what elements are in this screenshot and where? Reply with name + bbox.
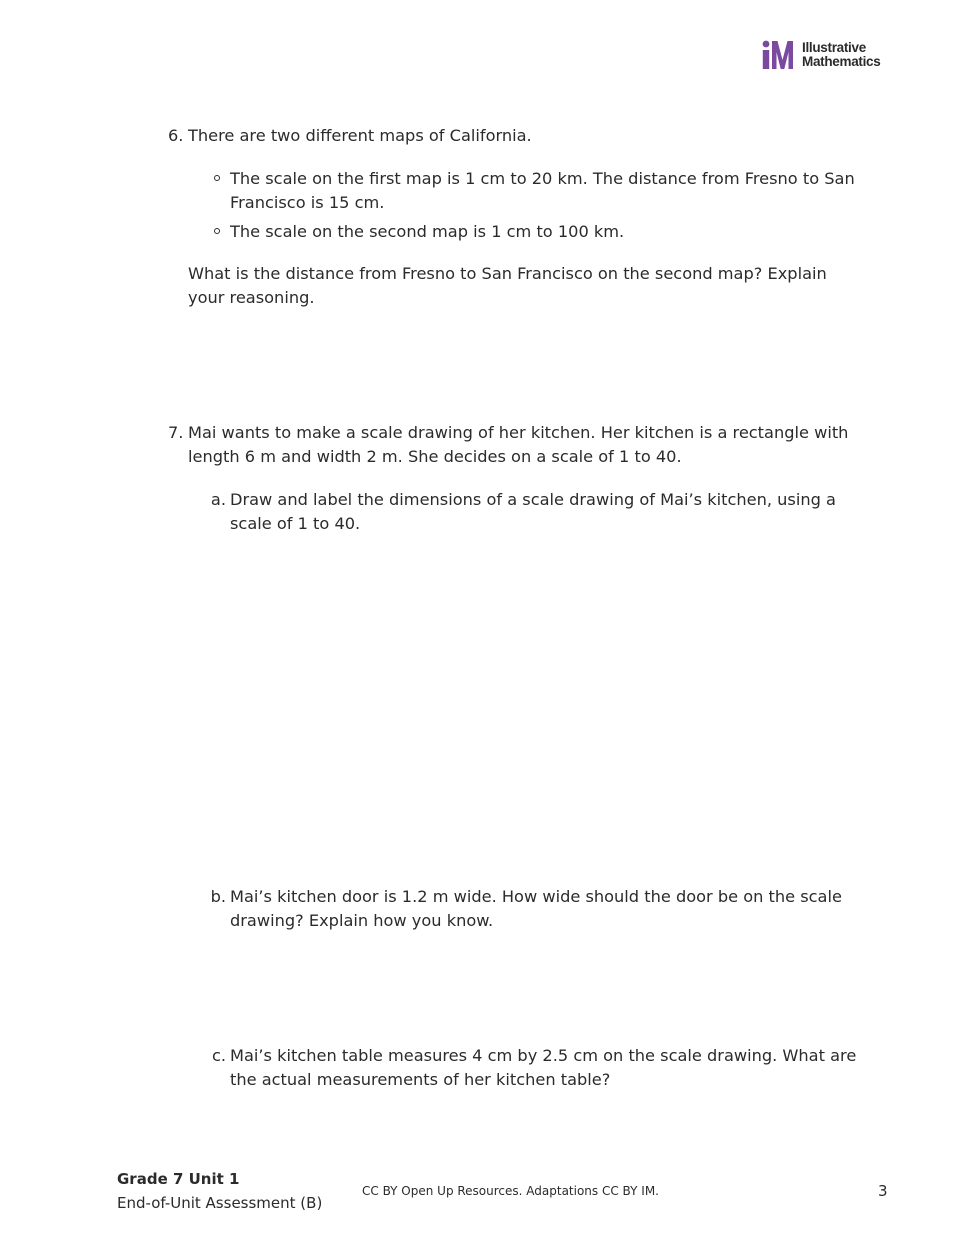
logo-line-1: Illustrative: [802, 40, 866, 55]
problem-prompt-text: There are two different maps of California.: [188, 126, 532, 145]
problem-number: 6.: [168, 126, 184, 145]
list-item: [230, 220, 860, 244]
hollow-bullet-icon: [214, 228, 220, 234]
bullet-text: The scale on the first map is 1 cm to 20 km. The distance from Fresno to San Francisco is 15 cm.: [230, 169, 855, 212]
logo-line-2: Mathematics: [802, 54, 881, 69]
problem-6-bullet-list: [230, 167, 860, 244]
footer-course-info: [117, 1167, 322, 1215]
hollow-bullet-icon: [214, 175, 220, 181]
problem-6-prompt: [168, 124, 868, 148]
question-text: What is the distance from Fresno to San Francisco on the second map? Explain your reasoning.: [188, 264, 827, 307]
footer-assessment-name: End-of-Unit Assessment (B): [117, 1194, 323, 1212]
im-logo-icon: [762, 40, 796, 70]
part-letter: b.: [210, 887, 226, 906]
bullet-text: The scale on the second map is 1 cm to 100 km.: [230, 222, 625, 241]
problem-7-prompt: [168, 421, 868, 469]
part-letter: c.: [211, 1046, 226, 1065]
part-text: Mai’s kitchen door is 1.2 m wide. How wide should the door be on the scale drawing? Explain how you know.: [230, 887, 842, 930]
part-text: Mai’s kitchen table measures 4 cm by 2.5 cm on the scale drawing. What are the actual measurements of her kitchen table?: [230, 1046, 857, 1089]
part-text: Draw and label the dimensions of a scale drawing of Mai’s kitchen, using a scale of 1 to 40.: [230, 490, 836, 533]
part-letter: a.: [210, 490, 226, 509]
problem-6-question: [188, 262, 868, 310]
problem-7-part-c: [211, 1044, 860, 1092]
problem-7-part-a: [210, 488, 860, 536]
problem-prompt-text: Mai wants to make a scale drawing of her kitchen. Her kitchen is a rectangle with length 6 m and width 2 m. She decides on a scale of 1 to 40.: [188, 423, 849, 466]
illustrative-mathematics-logo: [762, 40, 880, 70]
problem-7-part-b: [210, 885, 860, 933]
page-number: 3: [878, 1182, 888, 1200]
footer-license: CC BY Open Up Resources. Adaptations CC BY IM.: [362, 1184, 659, 1198]
problem-number: 7.: [168, 423, 184, 442]
list-item: [230, 167, 860, 215]
logo-wordmark: [802, 41, 880, 69]
footer-course-title: Grade 7 Unit 1: [117, 1170, 240, 1188]
